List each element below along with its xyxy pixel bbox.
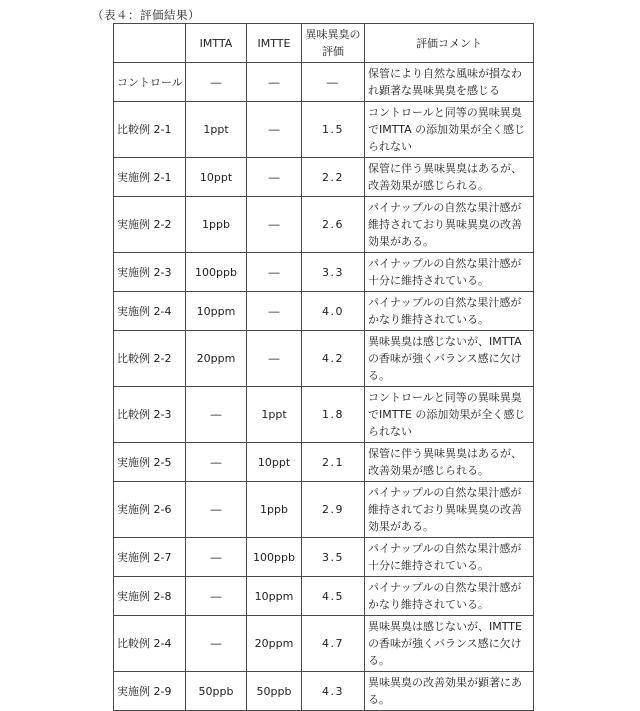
comment-text: パイナップルの自然な果汁感が十分に維持されている。 (365, 538, 534, 577)
imtte-value: ― (247, 197, 302, 253)
row-label: 実施例 2-8 (114, 577, 186, 616)
row-label: 実施例 2-2 (114, 197, 186, 253)
rating-value: 1.5 (302, 102, 365, 158)
table-row (114, 672, 534, 711)
imtta-value: ― (186, 577, 247, 616)
imtte-value: 10ppm (247, 577, 302, 616)
comment-text: 保管により自然な風味が損なわれ顕著な異味異臭を感じる (365, 63, 534, 102)
row-label: コントロール (114, 63, 186, 102)
table-row (114, 63, 534, 102)
imtta-value: 20ppm (186, 331, 247, 387)
header-rating: 異味異臭の評価 (302, 24, 365, 63)
comment-text: コントロールと同等の異味異臭でIMTTA の添加効果が全く感じられない (365, 102, 534, 158)
row-label: 実施例 2-1 (114, 158, 186, 197)
imtta-value: 50ppb (186, 672, 247, 711)
row-label: 実施例 2-5 (114, 443, 186, 482)
imtta-value: 1ppb (186, 197, 247, 253)
table-row (114, 158, 534, 197)
imtte-value: 50ppb (247, 672, 302, 711)
header-blank (114, 24, 186, 63)
header-imtte: IMTTE (247, 24, 302, 63)
row-label: 実施例 2-4 (114, 292, 186, 331)
imtta-value: ― (186, 538, 247, 577)
imtte-value: 1ppt (247, 387, 302, 443)
rating-value: 4.7 (302, 616, 365, 672)
comment-text: 保管に伴う異味異臭はあるが、改善効果が感じられる。 (365, 158, 534, 197)
table-row (114, 197, 534, 253)
row-label: 実施例 2-6 (114, 482, 186, 538)
row-label: 比較例 2-3 (114, 387, 186, 443)
table-row (114, 102, 534, 158)
comment-text: コントロールと同等の異味異臭でIMTTE の添加効果が全く感じられない (365, 387, 534, 443)
rating-value: 2.6 (302, 197, 365, 253)
imtta-value: ― (186, 616, 247, 672)
rating-value: 2.9 (302, 482, 365, 538)
table-row (114, 292, 534, 331)
table-row (114, 253, 534, 292)
imtta-value: ― (186, 443, 247, 482)
imtta-value: ― (186, 482, 247, 538)
row-label: 比較例 2-2 (114, 331, 186, 387)
rating-value: 1.8 (302, 387, 365, 443)
comment-text: パイナップルの自然な果汁感がかなり維持されている。 (365, 577, 534, 616)
row-label: 実施例 2-7 (114, 538, 186, 577)
header-comment: 評価コメント (365, 24, 534, 63)
imtte-value: ― (247, 63, 302, 102)
imtta-value: 10ppm (186, 292, 247, 331)
table-row (114, 387, 534, 443)
rating-value: 2.1 (302, 443, 365, 482)
comment-text: パイナップルの自然な果汁感がかなり維持されている。 (365, 292, 534, 331)
table-row (114, 443, 534, 482)
row-label: 実施例 2-9 (114, 672, 186, 711)
table-row (114, 577, 534, 616)
row-label: 比較例 2-1 (114, 102, 186, 158)
rating-value: 3.3 (302, 253, 365, 292)
rating-value: 4.3 (302, 672, 365, 711)
table-row (114, 616, 534, 672)
row-label: 実施例 2-3 (114, 253, 186, 292)
imtta-value: 1ppt (186, 102, 247, 158)
imtta-value: ― (186, 63, 247, 102)
imtte-value: 100ppb (247, 538, 302, 577)
imtte-value: ― (247, 292, 302, 331)
comment-text: 異味異臭は感じないが、IMTTE の香味が強くバランス感に欠ける。 (365, 616, 534, 672)
header-imtta: IMTTA (186, 24, 247, 63)
rating-value: 3.5 (302, 538, 365, 577)
imtte-value: 10ppt (247, 443, 302, 482)
rating-value: 4.2 (302, 331, 365, 387)
table-row (114, 482, 534, 538)
imtte-value: ― (247, 102, 302, 158)
comment-text: パイナップルの自然な果汁感が維持されており異味異臭の改善効果がある。 (365, 197, 534, 253)
table-row (114, 331, 534, 387)
comment-text: 保管に伴う異味異臭はあるが、改善効果が感じられる。 (365, 443, 534, 482)
row-label: 比較例 2-4 (114, 616, 186, 672)
imtte-value: 1ppb (247, 482, 302, 538)
imtta-value: 10ppt (186, 158, 247, 197)
imtte-value: ― (247, 331, 302, 387)
comment-text: パイナップルの自然な果汁感が維持されており異味異臭の改善効果がある。 (365, 482, 534, 538)
imtte-value: ― (247, 253, 302, 292)
table-row (114, 538, 534, 577)
table-body (114, 63, 534, 711)
comment-text: 異味異臭の改善効果が顕著にある。 (365, 672, 534, 711)
evaluation-results-table (113, 23, 534, 711)
rating-value: 4.0 (302, 292, 365, 331)
imtte-value: ― (247, 158, 302, 197)
rating-value: 2.2 (302, 158, 365, 197)
rating-value: ― (302, 63, 365, 102)
comment-text: パイナップルの自然な果汁感が十分に維持されている。 (365, 253, 534, 292)
imtta-value: 100ppb (186, 253, 247, 292)
comment-text: 異味異臭は感じないが、IMTTA の香味が強くバランス感に欠ける。 (365, 331, 534, 387)
rating-value: 4.5 (302, 577, 365, 616)
imtte-value: 20ppm (247, 616, 302, 672)
page-title: （表４：評価結果） (92, 8, 200, 22)
imtta-value: ― (186, 387, 247, 443)
table-header-row (114, 24, 534, 63)
